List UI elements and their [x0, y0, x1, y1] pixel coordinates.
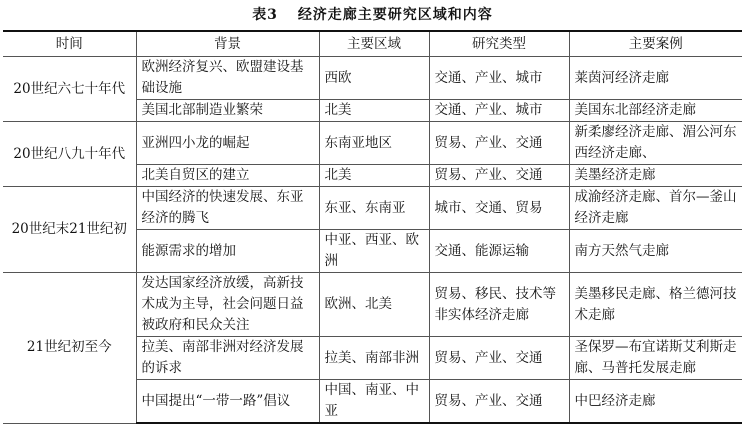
background-cell: 欧洲经济复兴、欧盟建设基础设施 [136, 57, 319, 100]
cases-cell: 圣保罗—布宜诺斯艾利斯走廊、马普托发展走廊 [569, 337, 742, 380]
type-cell: 交通、产业、城市 [429, 100, 569, 122]
table-row [3, 187, 742, 230]
header-row [3, 31, 742, 57]
background-cell: 中国提出“一带一路”倡议 [136, 380, 319, 424]
cases-cell: 成渝经济走廊、首尔—釜山经济走廊 [569, 187, 742, 230]
region-cell: 中亚、西亚、欧洲 [319, 230, 429, 273]
corridor-table [3, 30, 742, 424]
header-region: 主要区域 [319, 31, 429, 57]
cases-cell: 美墨经济走廊 [569, 165, 742, 187]
cases-cell: 南方天然气走廊 [569, 230, 742, 273]
region-cell: 拉美、南部非洲 [319, 337, 429, 380]
period-cell: 20世纪末21世纪初 [3, 187, 136, 273]
header-period: 时间 [3, 31, 136, 57]
region-cell: 北美 [319, 100, 429, 122]
type-cell: 贸易、移民、技术等非实体经济走廊 [429, 273, 569, 337]
table-row [3, 273, 742, 337]
cases-cell: 美国东北部经济走廊 [569, 100, 742, 122]
table-row [3, 57, 742, 100]
cases-cell: 美墨移民走廊、格兰德河技术走廊 [569, 273, 742, 337]
background-cell: 发达国家经济放缓，高新技术成为主导，社会问题日益被政府和民众关注 [136, 273, 319, 337]
background-cell: 美国北部制造业繁荣 [136, 100, 319, 122]
period-cell: 20世纪六七十年代 [3, 57, 136, 122]
type-cell: 贸易、产业、交通 [429, 380, 569, 424]
region-cell: 中国、南亚、中亚 [319, 380, 429, 424]
table-title: 经济走廊主要研究区域和内容 [297, 7, 493, 23]
background-cell: 中国经济的快速发展、东亚经济的腾飞 [136, 187, 319, 230]
cases-cell: 中巴经济走廊 [569, 380, 742, 424]
region-cell: 东亚、东南亚 [319, 187, 429, 230]
background-cell: 能源需求的增加 [136, 230, 319, 273]
cases-cell: 新柔廖经济走廊、湄公河东西经济走廊、 [569, 122, 742, 165]
background-cell: 北美自贸区的建立 [136, 165, 319, 187]
table-number: 表3 [252, 7, 278, 23]
header-type: 研究类型 [429, 31, 569, 57]
type-cell: 贸易、产业、交通 [429, 165, 569, 187]
period-cell: 21世纪初至今 [3, 273, 136, 424]
type-cell: 交通、能源运输 [429, 230, 569, 273]
type-cell: 城市、交通、贸易 [429, 187, 569, 230]
table-caption [0, 0, 745, 30]
type-cell: 交通、产业、城市 [429, 57, 569, 100]
background-cell: 亚洲四小龙的崛起 [136, 122, 319, 165]
header-cases: 主要案例 [569, 31, 742, 57]
region-cell: 东南亚地区 [319, 122, 429, 165]
period-cell: 20世纪八九十年代 [3, 122, 136, 187]
region-cell: 西欧 [319, 57, 429, 100]
type-cell: 贸易、产业、交通 [429, 337, 569, 380]
region-cell: 北美 [319, 165, 429, 187]
cases-cell: 莱茵河经济走廊 [569, 57, 742, 100]
table-row [3, 122, 742, 165]
background-cell: 拉美、南部非洲对经济发展的诉求 [136, 337, 319, 380]
type-cell: 贸易、产业、交通 [429, 122, 569, 165]
region-cell: 欧洲、北美 [319, 273, 429, 337]
header-background: 背景 [136, 31, 319, 57]
